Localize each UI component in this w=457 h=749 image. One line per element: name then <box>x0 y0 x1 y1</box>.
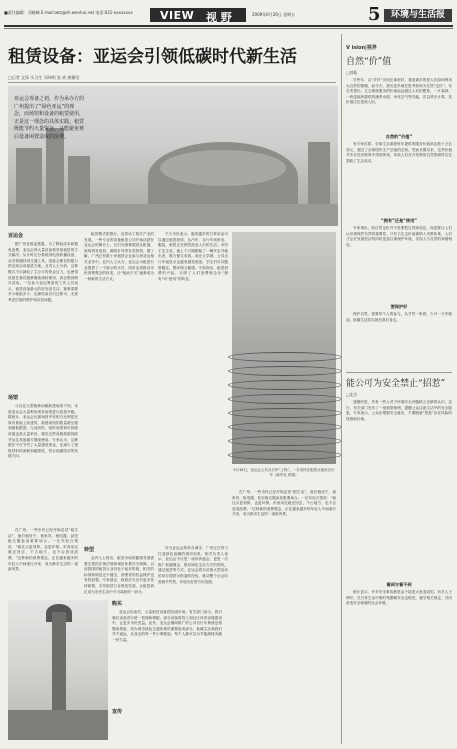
photo-stadium-roof <box>160 150 286 186</box>
right-column-text <box>346 78 452 130</box>
right-column-text <box>346 590 452 740</box>
photo-building <box>308 142 330 208</box>
paragraph: 遗憾的是，仍有一些人对于环境安全问题缺乏足够的认识。近日，有关部门发布了一批典型案例，提醒公众注意生活中的安全隐患。专家表示，公众应增强安全意识，不要随意“招惹”存在风险的设施和区域。 <box>346 400 452 421</box>
article-column-1 <box>8 242 78 390</box>
paragraph: 早些年，以“乡村”出现在那里时，看到最多的是人们如何利用大自然的馈赠，而今天，我们更多地在思考如何为自然“定价”。有学者提出，生态系统服务的价值远远超过人们的想象，一片森林、一块湿地所提供的涵养水源、净化空气等功能，若以货币计算，其价值往往是惊人的。 <box>346 78 452 105</box>
right-column-text <box>346 142 452 214</box>
column-divider <box>341 34 342 744</box>
right-article-author-2: □北京 <box>346 392 358 397</box>
paragraph: 租赁模式的推行，也带动了相关产业的发展。一些专业的设备租赁公司开始活跃在亚运会的舞台上，它们为赛事提供从帐篷、座椅到发电机、照明灯具等各类物资。据了解，广州已有数十家租赁企业参与到亚运相关业务中。业内人士认为，亚运会为租赁行业提供了一个展示的平台，同时也将推动市民消费观念的转变，让“租而不买”逐渐成为一种新的生活方式。 <box>84 232 154 281</box>
article-column-3b <box>158 546 228 590</box>
article-column-2 <box>84 232 154 542</box>
subhead-purchase: 购买 <box>112 601 123 607</box>
right-article-title-2: 能公可为安全禁止“招惹” <box>346 379 446 389</box>
photo-bike-row <box>228 366 342 376</box>
page-number: 5 <box>368 4 381 25</box>
header-rule <box>4 25 453 27</box>
subhead-venue: 场馆 <box>8 395 19 401</box>
article-byline: □记者 文锋 实习生 刘坤明 张 欢 唐璐莹 <box>8 75 80 80</box>
paragraph: 保护自然，需要每个人的参与。从节约一张纸、少开一天车做起，低碳生活其实就在我们身边。 <box>346 312 452 322</box>
photo-bike-row <box>228 380 342 390</box>
paragraph: 据广州亚组委透露，为了降低成本和避免浪费，亚运会的大量设备将采取租赁的方式解决。从计时记分系统到电视转播设备，从安保器材到交通工具，组委会都在积极与供应商洽谈租赁方案。业内人士分析，这种模式不仅减轻了主办方的资金压力，也使得设备在赛后能够继续流转使用，真正做到物尽其用。一位参与亚运筹备的工作人员表示，租赁设备最大的好处是灵活，赛事需要多少就租多少，比赛结束后归还即可，无需考虑后续的维护和存放问题。 <box>8 242 78 302</box>
right-subhead: 要保护好 <box>390 304 408 309</box>
bicycle-rental-photo <box>232 232 336 464</box>
paragraph: 在广州，一些市民已经开始尝试“租生活”，他们租房子、租家具、租电器，甚至租衣服参加重要场合。一位年轻白领说：“租比买更划算，也更环保。东西用完就还回去，不占地方，也不会造成浪费。”这种新的消费观念，正在越来越多的年轻人中间流行开来，成为都市生活的一道新风景。 <box>8 528 78 572</box>
paragraph: 与以往大型赛事动辄新建场馆不同，本届亚运会大量利用现有场馆进行改造升级。据统计，亚运会比赛场馆中有相当比例是在原有基础上改建的，新建场馆的数量被压缩到最低限度。与此同时，临时场馆和可拆卸设施也被大量采用，赛后这些设施将被拆除并运往其他地方继续使用。专家认为，这种做法不仅节约了大量建设资金，还减少了建筑材料的消耗和碳排放，符合低碳经济的发展方向。 <box>8 404 78 459</box>
right-column-text <box>346 400 452 578</box>
section-name-zh: 视 野 <box>206 11 232 24</box>
photo-bike-row <box>228 352 342 362</box>
page-header <box>0 0 457 32</box>
photo-bike-row <box>228 436 342 446</box>
right-column-text <box>346 226 452 300</box>
paragraph: 专家指出，给自然定价并不是要把自然商品化，而是要让人们认识到保护自然的重要性。只有当生态价值被纳入决策体系，人们才会在发展经济的同时更加注重保护环境，实现人与自然的和谐相处。 <box>346 226 452 247</box>
article-column-1b <box>8 404 78 524</box>
section-banner <box>150 8 246 22</box>
photo-building-base <box>8 710 108 740</box>
subhead-publicity: 宣传 <box>112 709 123 715</box>
right-column-text <box>346 312 452 368</box>
photo-ground <box>8 204 338 226</box>
right-rule <box>346 372 452 373</box>
section-name-en: VIEW <box>160 9 195 22</box>
subhead-transform: 转型 <box>84 547 95 553</box>
photo-bike-row <box>228 408 342 418</box>
article-title: 租赁设备：亚运会引领低碳时代新生活 <box>8 47 297 67</box>
editor-info: ■责任编辑：刘晓峰 E-mail:wtz@sh.wenhui.net 电话:021-xxxxxxxx <box>4 10 133 15</box>
vision-label: V ision|视界 <box>346 45 377 51</box>
paragraph: 统计显示，许多安全事故都是由于疏忽大意造成的。有关人士呼吁，在日常生活中要时刻绷紧安全这根弦，遵守相关规定，共同营造安全和谐的社会环境。 <box>346 590 452 606</box>
article-column-2b <box>84 556 154 594</box>
masthead-logo: 环境与生活报 <box>384 9 452 22</box>
header-rule-thin <box>4 28 453 29</box>
paragraph: 不少市民表示，越来越多的日常用品可以通过租赁获得，从汽车、自行车到家电、服装，租赁正在悄然改变人们的生活。市民王先生说，他上个月刚刚租了一辆车去外地出差，既方便又省钱。而在大学城，公共自行车租赁点也越来越受欢迎，学生们可以随借随还，既环保又健康。专家指出，租赁消费的兴起，反映了人们消费理念从“拥有”向“使用”的转变。 <box>158 232 228 281</box>
right-subhead: 看到与看不到 <box>386 582 412 587</box>
article-column-3 <box>158 232 228 542</box>
article-column-4 <box>112 610 222 702</box>
paragraph: 作为亚运会的举办城市，广州正在努力打造绿色低碳的城市形象。相关负责人表示，亚运会不仅是一场体育盛会，更是一次推广低碳理念、倡导绿色生活方式的契机。通过租赁等方式，亚运会将为后续大型活动的举办提供可借鉴的经验，推动整个社会向资源节约型、环境友好型方向发展。 <box>158 546 228 584</box>
paragraph: 业内人士指出，租赁市场的健康发展需要完善的法律法规和诚信体系作为保障。目前我国的租赁行业仍处于起步阶段，相关的标准和规范还不健全，消费者的权益保护也有待加强。专家建议，政府应当出台更多扶持政策，引导租赁行业规范发展，让租赁真正成为市民生活中不可或缺的一部分。 <box>84 556 154 594</box>
photo-caption: 5月18日，亚运会公共自行车“上线”。一名市民在租赁点租用自行车（新华社 供图） <box>233 468 335 477</box>
photo-building <box>16 148 42 208</box>
photo-bike-row <box>228 450 342 460</box>
right-subhead: 自然的“价值” <box>385 134 413 139</box>
article-lede: 亚运会筹备之初，作为承办方的广州提出了“绿色亚运”的理念，而场馆和设备的租赁使用，正是这一理念的具体实践。租赁既能节约大量资金，又能避免赛后设备闲置造成的浪费。 <box>14 96 85 140</box>
photo-building <box>68 156 90 208</box>
article-column-5 <box>232 490 336 740</box>
photo-bike-row <box>228 422 342 432</box>
paragraph: 有专家估算，全球生态系统每年提供的服务价值高达数十万亿美元，超过了全球国民生产总值的总和。然而长期以来，这些价值并未在经济核算中得到体现，导致人们在开发利用自然资源时往往忽略了生态成本。 <box>346 142 452 163</box>
article-column-1c <box>8 528 78 596</box>
subhead-asiad: 亚运会 <box>8 233 24 239</box>
photo-bike-row <box>228 394 342 404</box>
title-rule <box>8 82 336 83</box>
tower-photo <box>8 600 108 740</box>
paragraph: 亚运会结束后，大量租赁设备将回流市场。有关部门表示，将对赛后设备进行统一管理和调配，部分设备将投入到社区体育设施建设中，让更多市民受益。此外，亚运会期间推广的公共自行车系统也将继续保留，成为城市绿色交通体系的重要组成部分。低碳生活离我们并不遥远，从身边的每一件小事做起，每个人都可以为节能减排贡献一份力量。 <box>112 610 222 642</box>
right-subhead: “拥有”还是“使用” <box>380 218 418 223</box>
right-article-title: 自然“价”值 <box>346 57 392 67</box>
paragraph: 在广州，一些市民已经开始尝试“租生活”，他们租房子、租家具、租电器，甚至租衣服参加重要场合。一位年轻白领说：“租比买更划算，也更环保。东西用完就还回去，不占地方，也不会造成浪费。”这种新的消费观念，正在越来越多的年轻人中间流行开来，成为都市生活的一道新风景。 <box>232 490 336 517</box>
right-article-author: □郭振 <box>346 70 358 75</box>
issue-date: 2009年6月26日 星期五 <box>252 12 296 17</box>
